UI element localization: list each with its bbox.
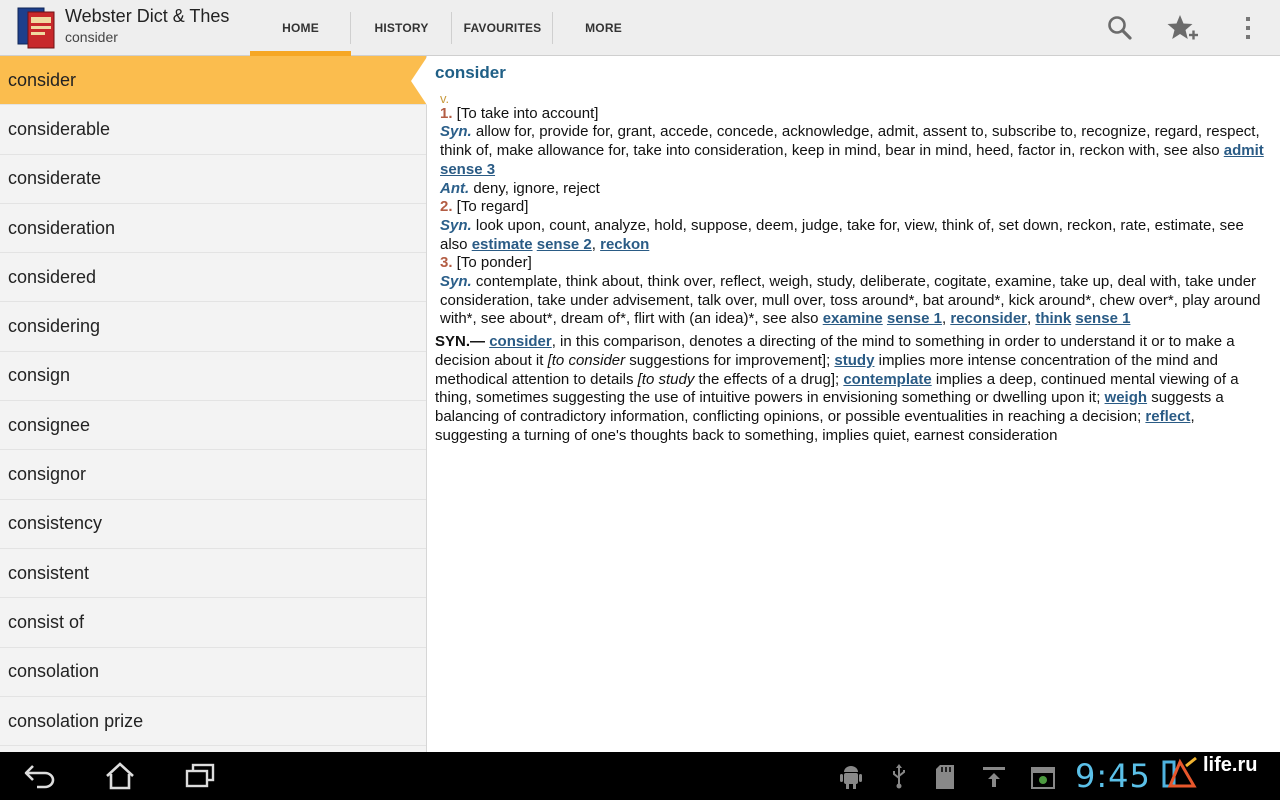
recent-apps-icon[interactable]	[180, 760, 220, 792]
sense-number: 1.	[440, 104, 453, 122]
xref-link[interactable]: consider	[489, 333, 552, 351]
tab-favourites[interactable]	[452, 0, 553, 56]
separator: ;	[835, 370, 844, 388]
xref-link[interactable]: think	[1035, 310, 1072, 328]
syn-text: look upon, count, analyze, hold, suppose, deem, judge, take for, view, think of, set down, reckon, rate, estimate, see also	[440, 216, 1244, 253]
xref-link[interactable]: contemplate	[843, 370, 932, 388]
tab-home[interactable]	[250, 0, 351, 56]
download-icon	[981, 764, 1007, 790]
tab-more[interactable]	[553, 0, 654, 56]
word-list-item[interactable]	[0, 648, 426, 697]
xref-link[interactable]: sense 2	[536, 235, 592, 253]
word-list-item[interactable]	[0, 500, 426, 549]
sense-3	[440, 254, 1270, 329]
current-word: consider	[65, 29, 118, 45]
word-list-item[interactable]	[0, 204, 426, 253]
word-list-item[interactable]	[0, 155, 426, 204]
word-list-item[interactable]	[0, 105, 426, 154]
site-logo-icon	[1160, 756, 1200, 796]
app-logo-icon[interactable]	[16, 6, 58, 50]
tab-more-label: MORE	[585, 21, 622, 35]
syn-text: contemplate, think about, think over, reflect, weigh, study, deliberate, cogitate, examine, take up, deal with, take under consideration, take under advisement, talk over, mull over, toss around*, bat around*, kick around*, chew over*, play around with*, see about*, dream of*, flirt with (an idea)*, see also	[440, 273, 1261, 328]
sense-2-gloss-line	[440, 198, 1270, 217]
sd-card-icon	[932, 764, 958, 790]
add-favourite-star-icon[interactable]	[1167, 12, 1199, 44]
word-list[interactable]	[0, 56, 427, 752]
ant-text: deny, ignore, reject	[469, 179, 600, 197]
word-list-item[interactable]	[0, 302, 426, 351]
tab-favourites-label: FAVOURITES	[463, 21, 542, 35]
sense-gloss: [To ponder]	[452, 254, 532, 272]
word-label: consistency	[8, 513, 103, 534]
synonym-discussion	[435, 333, 1270, 445]
separator: ,	[591, 235, 601, 253]
word-list-item[interactable]	[0, 697, 426, 746]
word-label: considerate	[8, 168, 102, 189]
syn-heading: SYN.—	[435, 333, 486, 351]
example-text: the effects of a drug]	[694, 370, 835, 388]
watermark-text: life.ru	[1203, 754, 1258, 776]
entry-headword: consider	[435, 63, 506, 82]
syn-label: Syn.	[440, 123, 472, 141]
word-label: consignor	[8, 464, 87, 485]
xref-link[interactable]: reflect	[1145, 407, 1191, 425]
word-label: consign	[8, 365, 71, 386]
separator: ,	[1027, 310, 1036, 328]
syn-label: Syn.	[440, 273, 472, 291]
syn-text: , suggesting a turning of one's thoughts back to something, implies quiet, earnest consideration	[435, 407, 1195, 444]
tab-home-label: HOME	[282, 21, 319, 35]
syn-label: Syn.	[440, 216, 472, 234]
selection-pointer	[411, 57, 427, 105]
sense-1	[440, 105, 1270, 199]
xref-link[interactable]: weigh	[1104, 389, 1148, 407]
word-label: consider	[8, 69, 77, 90]
overflow-menu-icon[interactable]	[1232, 12, 1264, 44]
word-label: consideration	[8, 217, 116, 238]
tab-bar	[250, 0, 654, 56]
example-word: consider	[568, 351, 626, 369]
ant-label: Ant.	[440, 179, 470, 197]
back-icon[interactable]	[20, 760, 60, 792]
syn-text: allow for, provide for, grant, accede, concede, acknowledge, admit, assent to, subscribe to, recognize, regard, respect, think of, make allowance for, take into consideration, keep in mind, bear in mind, heed, factor in, reckon with, see also	[440, 123, 1260, 160]
tab-history-label: HISTORY	[374, 21, 429, 35]
sense-2-synonyms	[440, 217, 1270, 254]
sense-1-antonyms	[440, 180, 1270, 199]
xref-link[interactable]: sense 3	[440, 160, 496, 178]
system-bar	[0, 752, 1280, 800]
xref-link[interactable]: study	[834, 351, 875, 369]
syn-text: implies more intense concentration of the mind and methodical attention to details	[435, 351, 1218, 388]
word-label: consolation	[8, 661, 100, 682]
word-label: considerable	[8, 118, 111, 139]
entry-panel	[427, 56, 1280, 752]
sense-number: 3.	[440, 254, 453, 272]
usb-icon	[886, 764, 912, 790]
word-list-item[interactable]	[0, 401, 426, 450]
word-label: consolation prize	[8, 710, 144, 731]
sense-gloss: [To take into account]	[452, 104, 599, 122]
sense-1-gloss-line	[440, 105, 1270, 124]
example-word: study	[658, 370, 695, 388]
syn-text: , in this comparison, denotes a directing of the mind to something in order to understand it or to make a decision about it	[435, 333, 1235, 369]
part-of-speech: v.	[440, 90, 450, 106]
word-list-item[interactable]	[0, 352, 426, 401]
calendar-icon	[1030, 764, 1056, 790]
title-block	[65, 6, 229, 47]
xref-link[interactable]: sense 1	[886, 310, 942, 328]
word-label: considered	[8, 266, 97, 287]
xref-link[interactable]: reckon	[600, 235, 650, 253]
search-icon[interactable]	[1104, 12, 1136, 44]
xref-link[interactable]: estimate	[471, 235, 533, 253]
separator: ,	[941, 310, 951, 328]
example-text: suggestions for improvement]	[625, 351, 827, 369]
sense-number: 2.	[440, 198, 453, 216]
sense-3-gloss-line	[440, 254, 1270, 273]
example-text: [to	[637, 370, 659, 388]
word-list-item[interactable]	[0, 56, 426, 105]
word-list-item[interactable]	[0, 450, 426, 499]
android-debug-icon	[838, 764, 864, 790]
action-bar	[0, 0, 1280, 56]
word-label: considering	[8, 316, 101, 337]
sense-1-synonyms	[440, 123, 1270, 179]
syn-text: implies a deep, continued mental viewing of a thing, sometimes suggesting the use of intuitive powers in envisioning something or dwelling upon it;	[435, 370, 1239, 407]
xref-link[interactable]: admit	[1223, 142, 1264, 160]
syn-text: suggests a balancing of contradictory information, conflicting opinions, or possible eventualities in reaching a decision;	[435, 389, 1224, 425]
word-label: consist of	[8, 611, 85, 632]
status-clock[interactable]: 9:45	[1075, 757, 1151, 795]
example-text: [to	[547, 351, 569, 369]
app-title: Webster Dict & Thes	[65, 6, 230, 26]
sense-2	[440, 198, 1270, 254]
xref-link[interactable]: sense 1	[1075, 310, 1131, 328]
xref-link[interactable]: reconsider	[950, 310, 1028, 328]
word-list-item[interactable]	[0, 253, 426, 302]
xref-link[interactable]: examine	[822, 310, 883, 328]
tab-history[interactable]	[351, 0, 452, 56]
word-list-item[interactable]	[0, 598, 426, 647]
sense-gloss: [To regard]	[452, 198, 529, 216]
word-label: consistent	[8, 562, 90, 583]
home-icon[interactable]	[100, 760, 140, 792]
separator: ;	[826, 351, 835, 369]
sense-3-synonyms	[440, 273, 1270, 329]
word-label: consignee	[8, 414, 91, 435]
word-list-item[interactable]	[0, 549, 426, 598]
